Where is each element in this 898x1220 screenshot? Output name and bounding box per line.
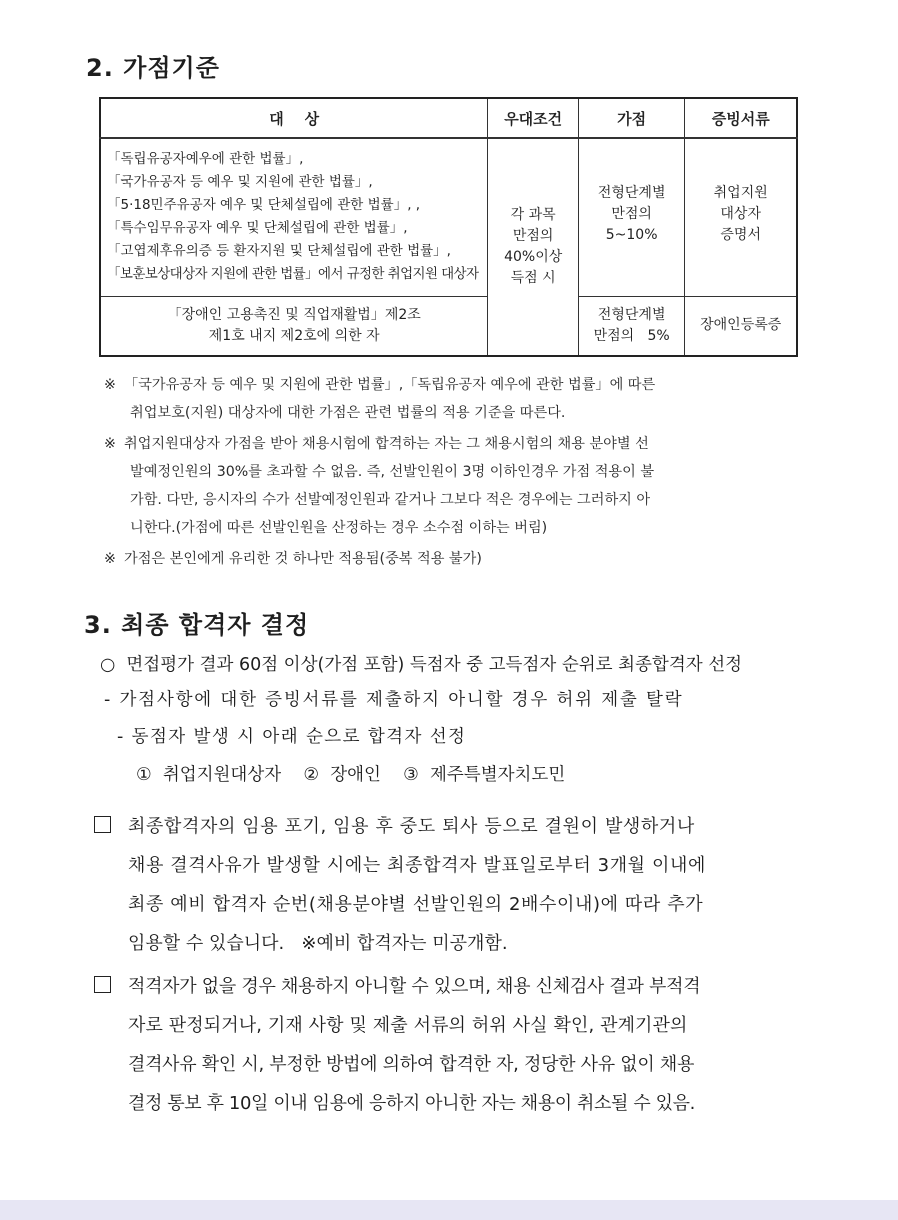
checkbox-square-icon [94,976,111,993]
clause-line: 결정 통보 후 10일 이내 임용에 응하지 아니한 자는 채용이 취소될 수 있음. [128,1093,695,1114]
table-row [100,296,797,356]
bonus-line: 만점의 [611,206,652,222]
header-bonus: 가점 [578,98,685,138]
condition-line: 득점 시 [510,270,556,286]
bonus-cell-veterans [578,138,685,296]
table-row [100,138,797,296]
header-condition: 우대조건 [488,98,578,138]
document-missing-rule: - 가점사항에 대한 증빙서류를 제출하지 아니할 경우 허위 제출 탈락 [104,690,684,710]
documents-cell-veterans [685,138,797,296]
target-law-line: 「고엽제후유의증 등 환자지원 및 단체설립에 관한 법률」, [107,243,451,260]
target-law-line: 「5·18민주유공자 예우 및 단체설립에 관한 법률」, , [107,197,421,214]
page-footer-band [0,1200,898,1220]
documents-cell-disabled: 장애인등록증 [685,296,797,356]
target-law-line: 「독립유공자예우에 관한 법률」, [107,151,304,168]
bonus-line: 만점의 5% [593,327,670,344]
targets-cell-disabled [100,296,488,356]
bonus-line: 5~10% [605,227,658,243]
document-line: 증명서 [720,227,761,243]
condition-line: 만점의 [512,228,554,244]
header-documents: 증빙서류 [685,98,797,138]
target-law-line: 「국가유공자 등 예우 및 지원에 관한 법률」, [107,174,373,191]
note-line: 가점은 본인에게 유리한 것 하나만 적용됨(중복 적용 불가) [124,551,482,567]
document-line: 대상자 [720,206,761,222]
target-law-line: 「보훈보상대상자 지원에 관한 법률」에서 규정한 취업지원 대상자 [107,266,479,283]
clause-line: 자로 판정되거나, 기재 사항 및 제출 서류의 허위 사실 확인, 관계기관의 [128,1015,688,1036]
header-target: 대 상 [100,98,488,138]
note-mark: ※ [104,377,116,393]
clause-line: 채용 결격사유가 발생할 시에는 최종합격자 발표일로부터 3개월 이내에 [128,855,706,876]
clause-line: 임용할 수 있습니다. ※예비 합격자는 미공개함. [128,933,508,954]
note-line: 니한다.(가점에 따른 선발인원을 산정하는 경우 소수점 이하는 버림) [130,520,548,536]
note-line: 취업지원대상자 가점을 받아 채용시험에 합격하는 자는 그 채용시험의 채용 분야별 선 [124,436,649,452]
checkbox-square-icon [94,816,111,833]
condition-line: 40%이상 [504,249,563,265]
section-2-title: 2. 가점기준 [86,54,220,82]
target-law-line: 「특수임무유공자 예우 및 단체설립에 관한 법률」, [107,220,408,237]
bonus-cell-disabled [578,296,685,356]
clause-line: 최종 예비 합격자 순번(채용분야별 선발인원의 2배수이내)에 따라 추가 [128,894,704,915]
note-line: 가함. 다만, 응시자의 수가 선발예정인원과 같거나 그보다 적은 경우에는 그러하지 아 [130,492,651,508]
tie-break-priority: ① 취업지원대상자 ② 장애인 ③ 제주특별자치도민 [136,765,566,785]
targets-cell-veterans [100,138,488,296]
section-3-title: 3. 최종 합격자 결정 [84,611,310,639]
condition-cell [488,138,578,356]
note-mark: ※ [104,436,116,452]
bonus-criteria-table [99,97,798,357]
note-line: 발예정인원의 30%를 초과할 수 없음. 즉, 선발인원이 3명 이하인경우 가점 적용이 불 [130,464,655,480]
condition-line: 각 과목 [510,207,556,223]
note-line: 취업보호(지원) 대상자에 대한 가점은 관련 법률의 적용 기준을 따른다. [130,405,566,421]
document-line: 취업지원 [713,185,768,201]
bonus-line: 전형단계별 [597,306,666,323]
tie-break-rule: - 동점자 발생 시 아래 순으로 합격자 선정 [117,727,467,747]
bonus-line: 전형단계별 [597,185,666,201]
target-law-line: 제1호 내지 제2호에 의한 자 [208,327,380,344]
note-line: 「국가유공자 등 예우 및 지원에 관한 법률」,「독립유공자 예우에 관한 법률」에 따른 [124,377,656,393]
target-law-line: 「장애인 고용촉진 및 직업재활법」제2조 [167,306,421,323]
clause-line: 최종합격자의 임용 포기, 임용 후 중도 퇴사 등으로 결원이 발생하거나 [128,816,695,837]
table-header-row [100,98,797,138]
clause-line: 적격자가 없을 경우 채용하지 아니할 수 있으며, 채용 신체검사 결과 부적격 [128,976,701,997]
note-mark: ※ [104,551,116,567]
interview-score-criterion: ○ 면접평가 결과 60점 이상(가점 포함) 득점자 중 고득점자 순위로 최종합격자 선정 [100,655,742,675]
clause-line: 결격사유 확인 시, 부정한 방법에 의하여 합격한 자, 정당한 사유 없이 채용 [128,1054,695,1075]
